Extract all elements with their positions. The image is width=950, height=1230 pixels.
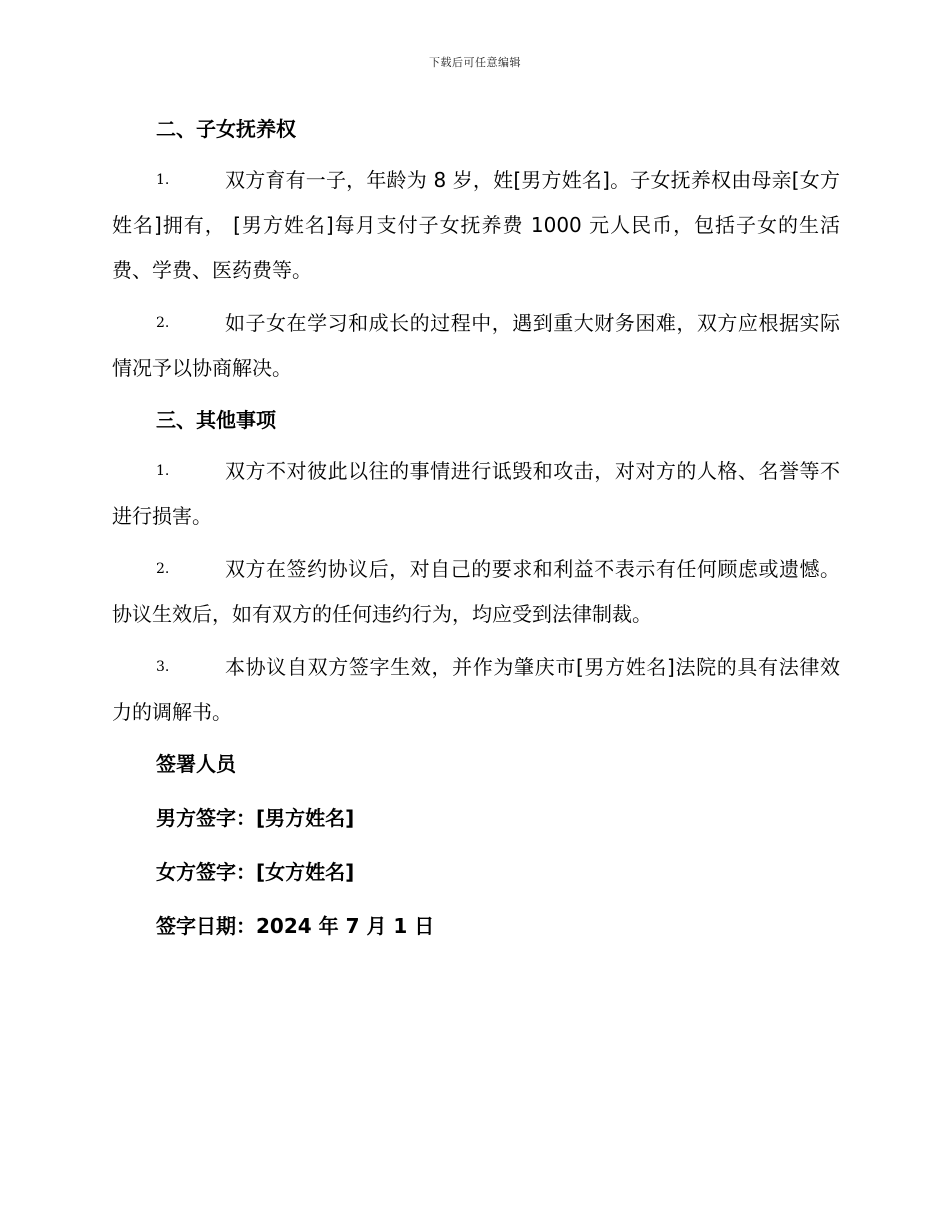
list-item: [112, 449, 840, 539]
female-signature: 女方签字：[女方姓名]: [156, 860, 355, 884]
item-text: 双方育有一子，年龄为 8 岁，姓[男方姓名]。子女抚养权由母亲[女方姓名]拥有， [男方姓名]每月支付子女抚养费 1000 元人民币，包括子女的生活费、学费、医药费等。: [112, 168, 840, 282]
item-text: 本协议自双方签字生效，并作为肇庆市[男方姓名]法院的具有法律效力的调解书。: [112, 655, 840, 724]
section-heading-other-matters: 三、其他事项: [156, 408, 276, 432]
item-number: 3.: [156, 659, 170, 675]
male-signature: 男方签字：[男方姓名]: [156, 806, 355, 830]
item-text: 双方在签约协议后，对自己的要求和利益不表示有任何顾虑或遗憾。协议生效后，如有双方的任何违约行为，均应受到法律制裁。: [112, 557, 840, 626]
list-item: [112, 158, 840, 293]
signature-date: 签字日期：2024 年 7 月 1 日: [156, 914, 435, 938]
item-number: 2.: [156, 315, 170, 331]
item-number: 2.: [156, 561, 170, 577]
item-text: 双方不对彼此以往的事情进行诋毁和攻击，对对方的人格、名誉等不进行损害。: [112, 459, 840, 528]
item-number: 1.: [156, 172, 170, 188]
signature-title: 签署人员: [156, 752, 236, 776]
document-body: [112, 108, 840, 959]
item-number: 1.: [156, 463, 170, 479]
list-item: [112, 547, 840, 637]
section-heading-custody: 二、子女抚养权: [156, 117, 296, 141]
page-header: 下载后可任意编辑: [429, 56, 521, 69]
list-item: [112, 645, 840, 735]
list-item: [112, 301, 840, 391]
item-text: 如子女在学习和成长的过程中，遇到重大财务困难，双方应根据实际情况予以协商解决。: [112, 311, 840, 380]
